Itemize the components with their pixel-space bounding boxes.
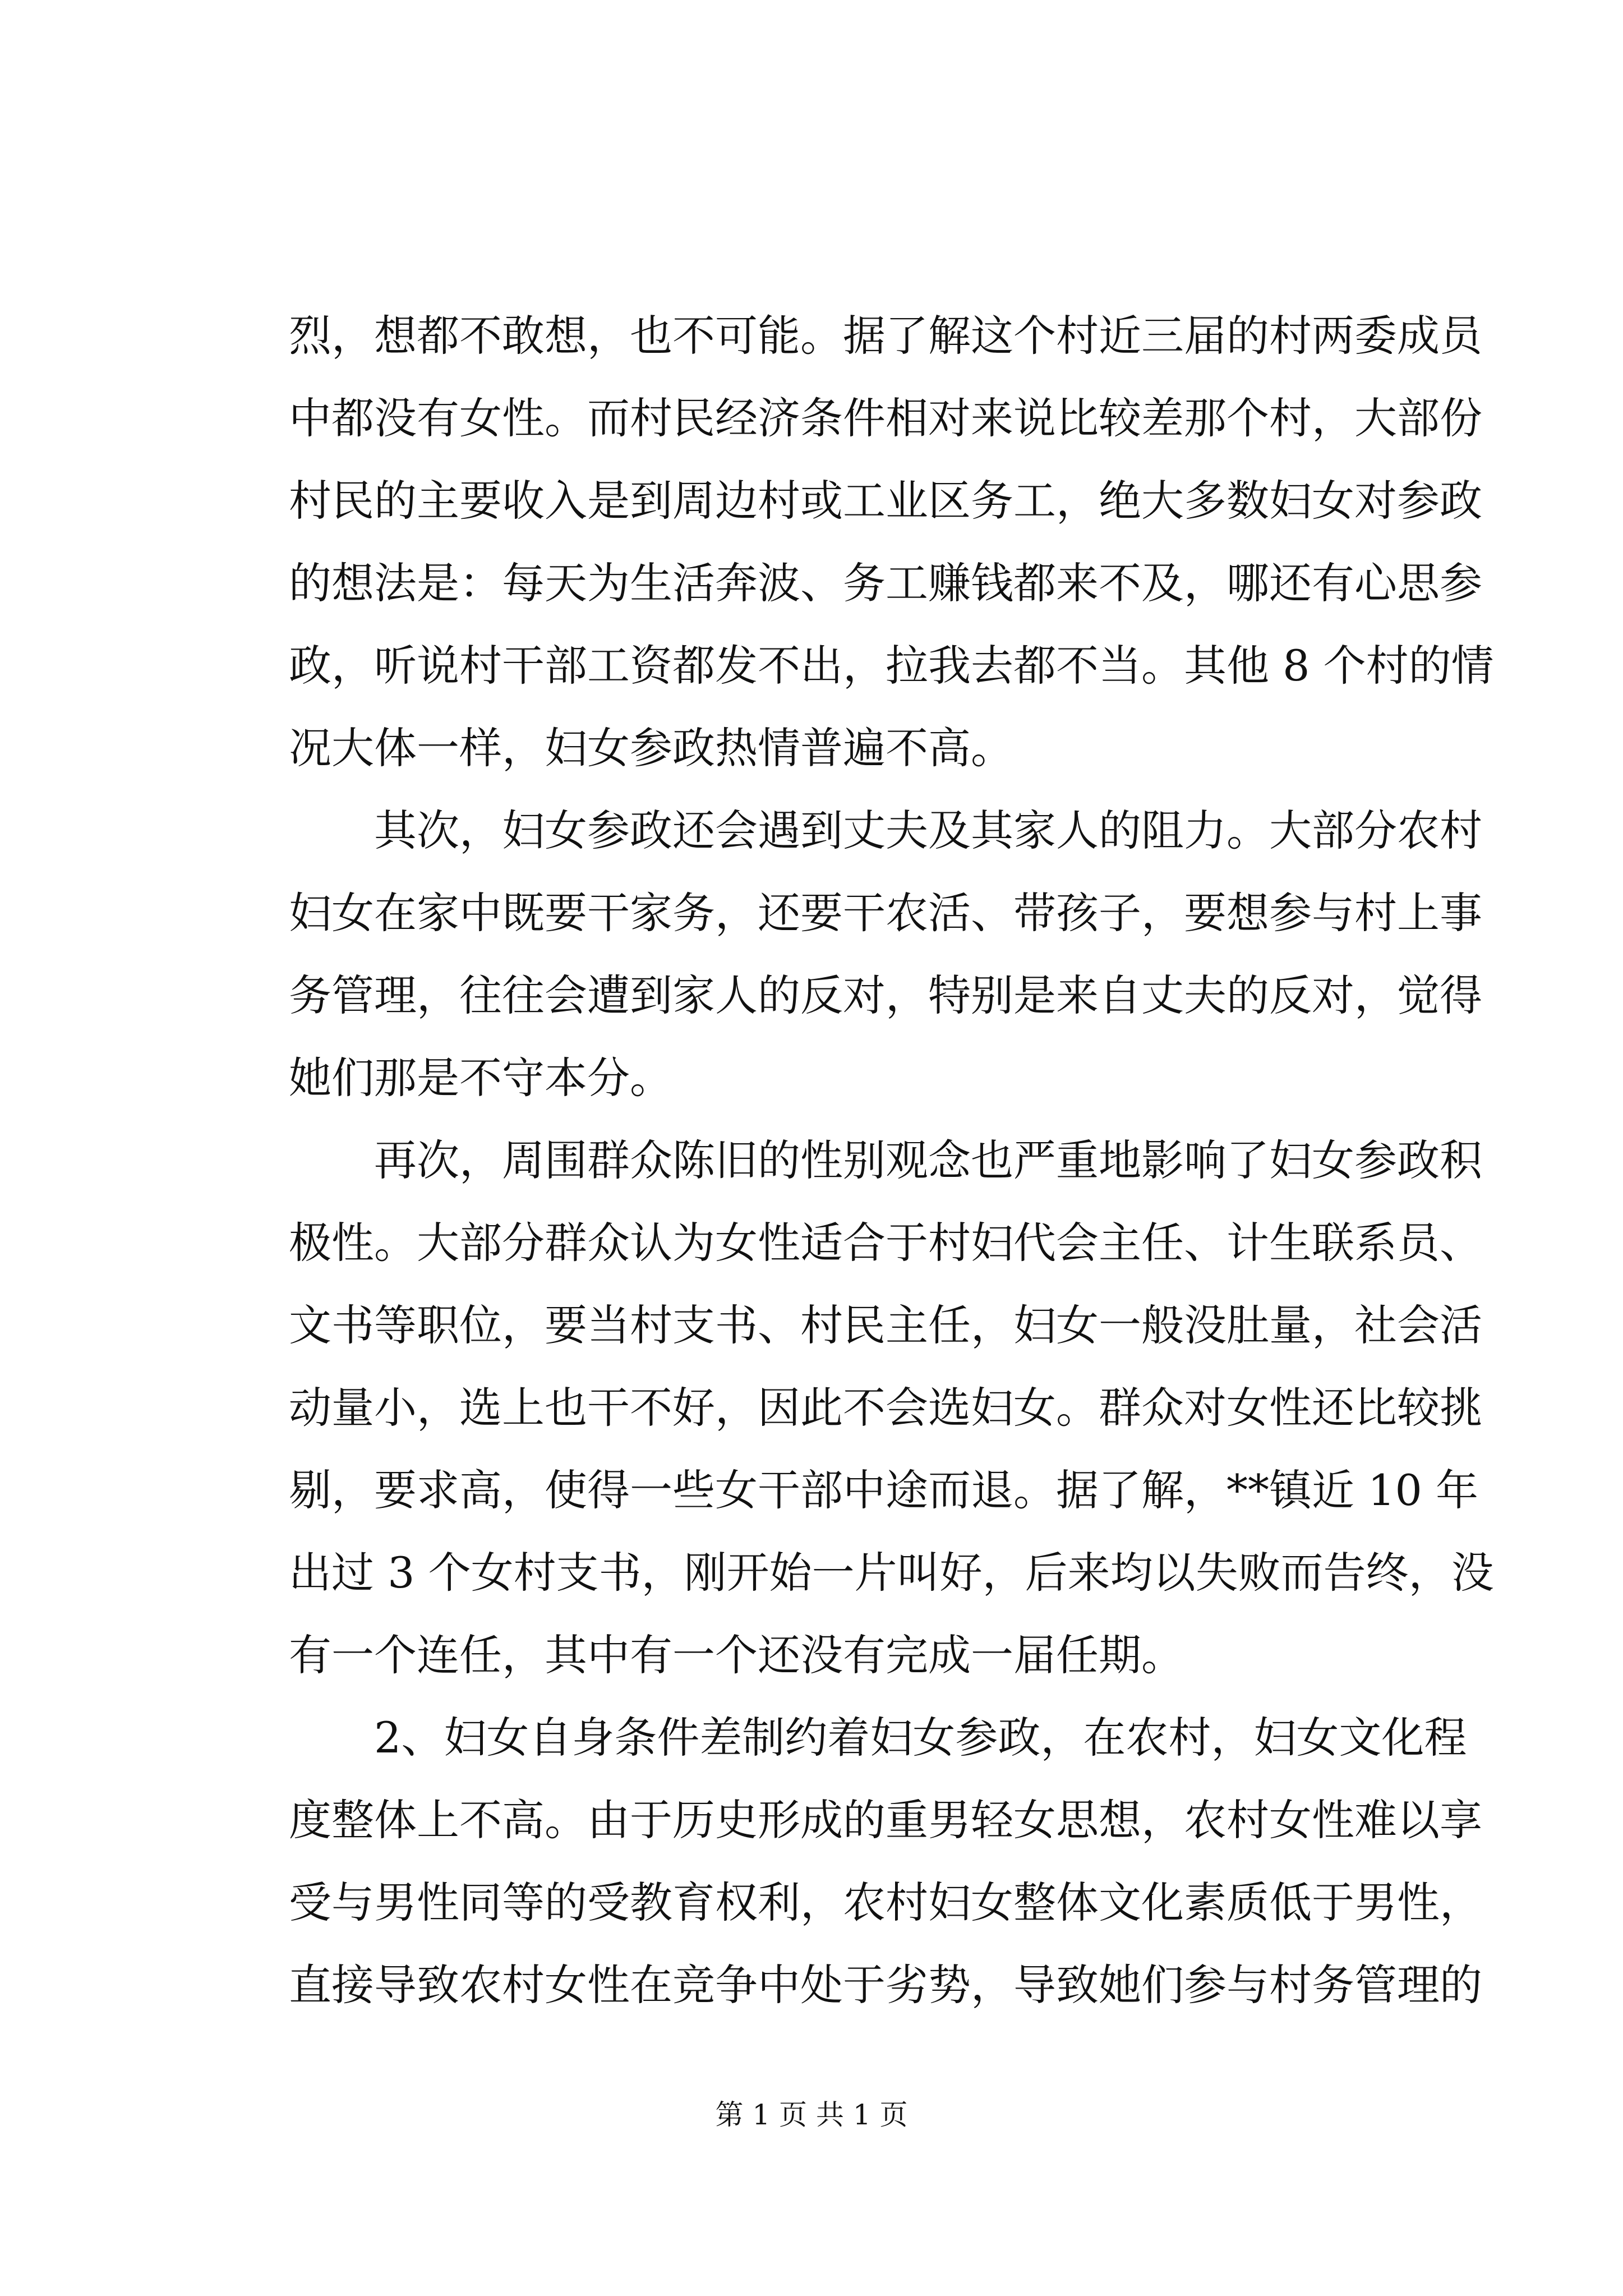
text-line: 再次，周围群众陈旧的性别观念也严重地影响了妇女参政积 [289, 1135, 1482, 1185]
text-line: 烈，想都不敢想，也不可能。据了解这个村近三届的村两委成员 [289, 311, 1482, 361]
text-line: 动量小，选上也干不好，因此不会选妇女。群众对女性还比较挑 [289, 1383, 1482, 1433]
text-line: 2、妇女自身条件差制约着妇女参政，在农村，妇女文化程 [289, 1713, 1467, 1763]
text-line: 村民的主要收入是到周边村或工业区务工，绝大多数妇女对参政 [289, 476, 1482, 526]
text-line: 文书等职位，要当村支书、村民主任，妇女一般没肚量，社会活 [289, 1300, 1482, 1350]
text-line: 的想法是：每天为生活奔波、务工赚钱都来不及，哪还有心思参 [289, 558, 1482, 608]
text-line: 出过 3 个女村支书，刚开始一片叫好，后来均以失败而告终，没 [289, 1548, 1494, 1598]
text-line: 况大体一样，妇女参政热情普遍不高。 [289, 723, 1013, 773]
document-body [289, 295, 1494, 2026]
text-line: 政，听说村干部工资都发不出，拉我去都不当。其他 8 个村的情 [289, 641, 1494, 691]
page-footer: 第 1 页 共 1 页 [715, 2099, 908, 2131]
text-line: 极性。大部分群众认为女性适合于村妇代会主任、计生联系员、 [289, 1218, 1482, 1268]
text-line: 务管理，往往会遭到家人的反对，特别是来自丈夫的反对，觉得 [289, 970, 1482, 1020]
text-line: 有一个连任，其中有一个还没有完成一届任期。 [289, 1630, 1184, 1680]
text-line: 妇女在家中既要干家务，还要干农活、带孩子，要想参与村上事 [289, 888, 1482, 938]
text-line: 其次，妇女参政还会遇到丈夫及其家人的阻力。大部分农村 [289, 806, 1482, 855]
text-line: 剔，要求高，使得一些女干部中途而退。据了解，**镇近 10 年 [289, 1465, 1479, 1515]
text-line: 直接导致农村女性在竞争中处于劣势，导致她们参与村务管理的 [289, 1960, 1482, 2010]
text-line: 她们那是不守本分。 [289, 1053, 672, 1103]
text-line: 受与男性同等的受教育权利，农村妇女整体文化素质低于男性， [289, 1878, 1482, 1927]
text-line: 中都没有女性。而村民经济条件相对来说比较差那个村，大部份 [289, 393, 1482, 443]
text-line: 度整体上不高。由于历史形成的重男轻女思想，农村女性难以享 [289, 1795, 1482, 1845]
